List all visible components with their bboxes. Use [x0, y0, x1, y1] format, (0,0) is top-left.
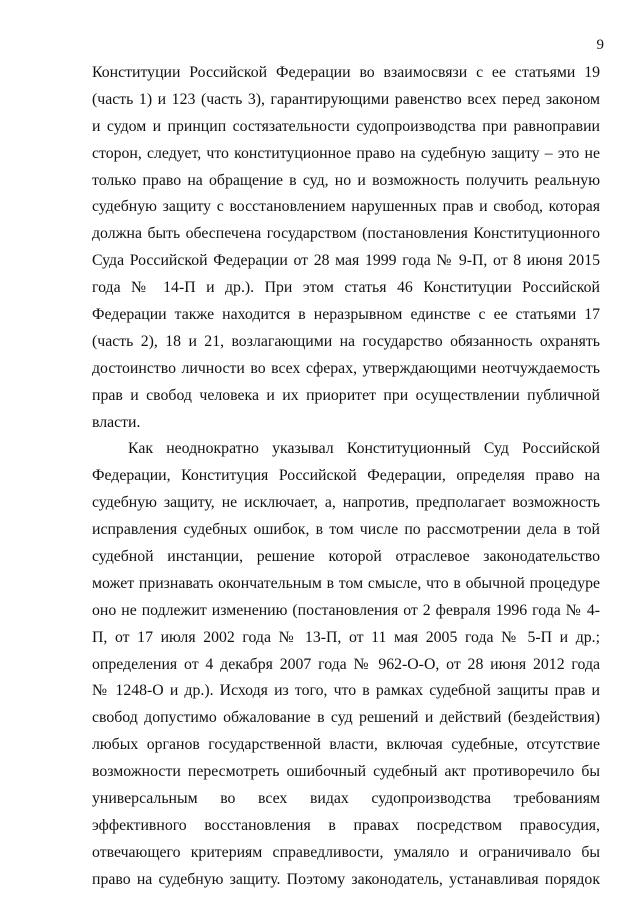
text-line: Федерации также находится в неразрывном единстве с ее статьями 17: [92, 306, 600, 324]
text-line: Как неоднократно указывал Конституционный Суд Российской: [128, 440, 600, 458]
text-line: Конституции Российской Федерации во взаимосвязи с ее статьями 19: [92, 64, 600, 81]
text-line: может признавать окончательным в том смысле, что в обычной процедуре: [92, 574, 600, 592]
text-line: П, от 17 июля 2002 года № 13-П, от 11 мая 2005 года № 5-П и др.;: [92, 628, 600, 646]
text-line: любых органов государственной власти, включая судебные, отсутствие: [92, 736, 600, 754]
paragraph: [92, 60, 600, 436]
text-line: и судом и принцип состязательности судопроизводства при равноправии: [92, 117, 600, 135]
text-line: года № 14-П и др.). При этом статья 46 Конституции Российской: [92, 279, 600, 297]
paragraph: [92, 436, 600, 893]
page-number: 9: [596, 37, 604, 53]
text-line: исправления судебных ошибок, в том числе по рассмотрении дела в той: [92, 521, 600, 539]
text-line: прав и свобод человека и их приоритет при осуществлении публичной: [92, 386, 600, 404]
text-line: должна быть обеспечена государством (постановления Конституционного: [92, 225, 600, 243]
text-line: универсальным во всех видах судопроизводства требованиям: [92, 790, 600, 808]
text-line: судебную защиту, не исключает, а, напротив, предполагает возможность: [92, 494, 600, 512]
text-line: (часть 1) и 123 (часть 3), гарантирующими равенство всех перед законом: [92, 90, 600, 108]
text-line: (часть 2), 18 и 21, возлагающими на государство обязанность охранять: [92, 332, 600, 350]
document-body: [92, 60, 600, 894]
text-line: определения от 4 декабря 2007 года № 962-О-О, от 28 июня 2012 года: [92, 655, 600, 673]
text-line: только право на обращение в суд, но и возможность получить реальную: [92, 171, 600, 189]
text-line: отвечающего критериям справедливости, умаляло и ограничивало бы: [92, 843, 600, 861]
text-line: возможности пересмотреть ошибочный судебный акт противоречило бы: [92, 763, 600, 781]
text-line: Суда Российской Федерации от 28 мая 1999 года № 9-П, от 8 июня 2015: [92, 252, 600, 270]
text-line: эффективного восстановления в правах посредством правосудия,: [92, 816, 600, 834]
text-line: свобод допустимо обжалование в суд решений и действий (бездействия): [92, 709, 600, 727]
text-line: сторон, следует, что конституционное право на судебную защиту – это не: [92, 144, 600, 162]
text-line: достоинство личности во всех сферах, утверждающими неотчуждаемость: [92, 359, 600, 377]
text-line: судебную защиту с восстановлением нарушенных прав и свобод, которая: [92, 198, 600, 216]
text-line: судебной инстанции, решение которой отраслевое законодательство: [92, 548, 600, 566]
text-line: право на судебную защиту. Поэтому законодатель, устанавливая порядок: [92, 870, 600, 888]
text-line: оно не подлежит изменению (постановления от 2 февраля 1996 года № 4-: [92, 601, 600, 619]
text-line: власти.: [92, 413, 141, 431]
text-line: Федерации, Конституция Российской Федерации, определяя право на: [92, 467, 600, 485]
text-line: № 1248-О и др.). Исходя из того, что в рамках судебной защиты прав и: [92, 682, 600, 700]
